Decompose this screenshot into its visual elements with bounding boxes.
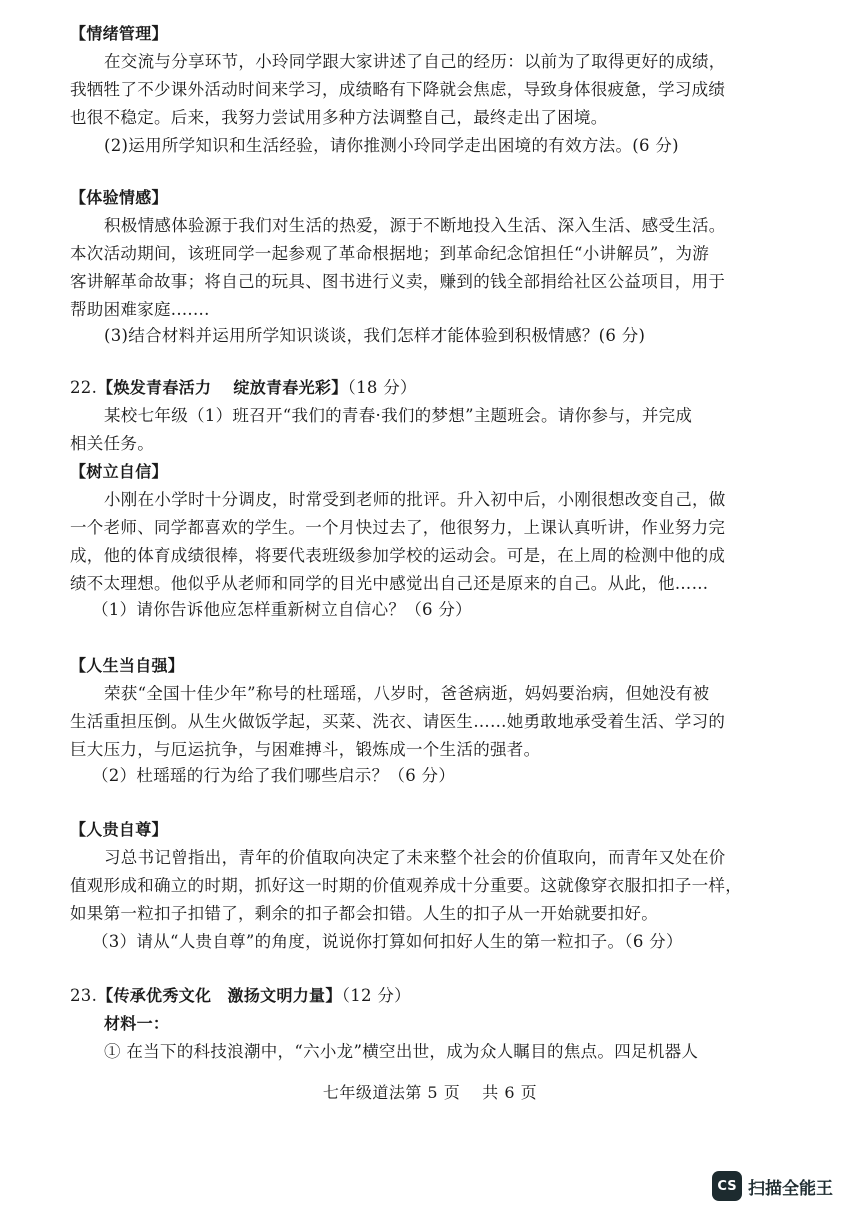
question-3b: （3）请从“人贵自尊”的角度，说说你打算如何扣好人生的第一粒扣子。（6 分）	[92, 932, 683, 951]
section-heading-experience-emotion: 【体验情感】	[70, 188, 168, 207]
paragraph-line: 相关任务。	[70, 434, 154, 453]
paragraph-line: 在交流与分享环节，小玲同学跟大家讲述了自己的经历：以前为了取得更好的成绩，	[104, 52, 726, 71]
question-1: （1）请你告诉他应怎样重新树立自信心？（6 分）	[92, 600, 472, 619]
paragraph-line: 积极情感体验源于我们对生活的热爱，源于不断地投入生活、深入生活、感受生活。	[104, 216, 726, 235]
paragraph-line: 荣获“全国十佳少年”称号的杜瑶瑶，八岁时，爸爸病逝，妈妈要治病，但她没有被	[104, 684, 710, 703]
watermark-label: 扫描全能王	[748, 1178, 833, 1199]
question-23-title	[70, 984, 760, 1008]
question-2: (2)运用所学知识和生活经验，请你推测小玲同学走出困境的有效方法。(6 分)	[104, 136, 679, 155]
paragraph-line: 我牺牲了不少课外活动时间来学习，成绩略有下降就会焦虑，导致身体很疲惫，学习成绩	[70, 80, 726, 99]
paragraph-line: 帮助困难家庭.......	[70, 300, 210, 319]
paragraph-line: 也很不稳定。后来，我努力尝试用多种方法调整自己，最终走出了困境。	[70, 108, 608, 127]
paragraph-line: 成，他的体育成绩很棒，将要代表班级参加学校的运动会。可是，在上周的检测中他的成	[70, 546, 726, 565]
material-label: 材料一：	[104, 1014, 170, 1033]
paragraph-line: 如果第一粒扣子扣错了，剩余的扣子都会扣错。人生的扣子从一开始就要扣好。	[70, 904, 658, 923]
question-theme: 【焕发青春活力 绽放青春光彩】	[97, 378, 348, 397]
section-heading-self-respect: 【人贵自尊】	[70, 820, 168, 839]
paragraph-line: 小刚在小学时十分调皮，时常受到老师的批评。升入初中后，小刚很想改变自己，做	[104, 490, 726, 509]
paragraph-line: 客讲解革命故事；将自己的玩具、图书进行义卖，赚到的钱全部捐给社区公益项目，用于	[70, 272, 726, 291]
section-heading-self-strength: 【人生当自强】	[70, 656, 185, 675]
camscanner-logo-icon: CS	[712, 1171, 742, 1201]
question-theme: 【传承优秀文化 激扬文明力量】	[97, 986, 342, 1005]
paragraph-line: 某校七年级（1）班召开“我们的青春·我们的梦想”主题班会。请你参与，并完成	[104, 406, 693, 425]
scanner-watermark	[712, 1170, 833, 1202]
section-heading-confidence: 【树立自信】	[70, 462, 168, 481]
material-line: ① 在当下的科技浪潮中，“六小龙”横空出世，成为众人瞩目的焦点。四足机器人	[104, 1042, 699, 1061]
page-footer: 七年级道法第 5 页 共 6 页	[322, 1083, 538, 1102]
paragraph-line: 一个老师、同学都喜欢的学生。一个月快过去了，他很努力，上课认真听讲，作业努力完	[70, 518, 726, 537]
question-score: （12 分）	[341, 986, 411, 1005]
section-heading-emotion-management: 【情绪管理】	[70, 24, 168, 43]
question-number: 22.	[70, 378, 98, 397]
paragraph-line: 绩不太理想。他似乎从老师和同学的目光中感觉出自己还是原来的自己。从此，他……	[70, 574, 709, 593]
paragraph-line: 生活重担压倒。从生火做饭学起，买菜、洗衣、请医生……她勇敢地承受着生活、学习的	[70, 712, 726, 731]
question-score: （18 分）	[347, 378, 417, 397]
question-22-title	[70, 376, 760, 400]
question-number: 23.	[70, 986, 98, 1005]
question-3: (3)结合材料并运用所学知识谈谈，我们怎样才能体验到积极情感？(6 分)	[104, 326, 646, 345]
question-2b: （2）杜瑶瑶的行为给了我们哪些启示？（6 分）	[92, 766, 456, 785]
paragraph-line: 巨大压力，与厄运抗争，与困难搏斗，锻炼成一个生活的强者。	[70, 740, 541, 759]
paragraph-line: 习总书记曾指出，青年的价值取向决定了未来整个社会的价值取向，而青年又处在价	[104, 848, 726, 867]
paragraph-line: 值观形成和确立的时期，抓好这一时期的价值观养成十分重要。这就像穿衣服扣扣子一样，	[70, 876, 742, 895]
paragraph-line: 本次活动期间，该班同学一起参观了革命根据地；到革命纪念馆担任“小讲解员”，为游	[70, 244, 710, 263]
